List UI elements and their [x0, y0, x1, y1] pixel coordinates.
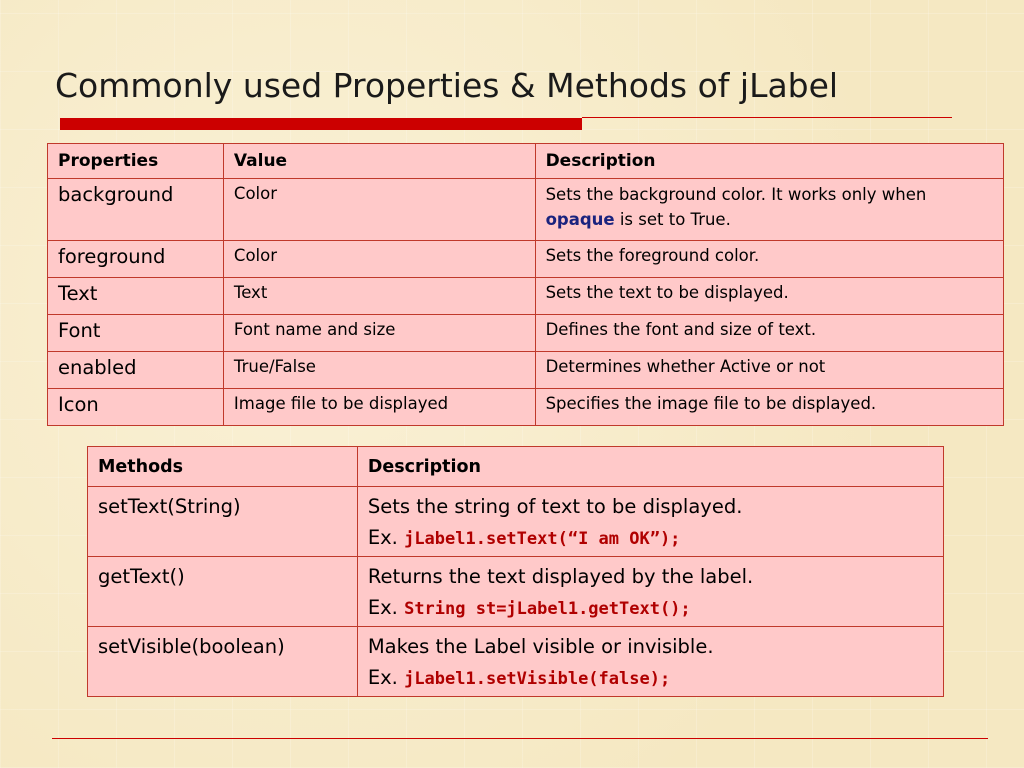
method-name: getText()	[88, 557, 358, 627]
property-name: Font	[48, 315, 224, 352]
property-value: Color	[223, 179, 535, 241]
property-value: Font name and size	[223, 315, 535, 352]
footer-divider	[52, 738, 988, 739]
slide-title: Commonly used Properties & Methods of jLabel	[55, 66, 839, 105]
header-description: Description	[357, 447, 943, 487]
example-prefix: Ex.	[367, 526, 398, 549]
method-description-text: Returns the text displayed by the label.	[367, 565, 754, 588]
property-description: Determines whether Active or not	[535, 352, 1003, 389]
property-value: Color	[223, 241, 535, 278]
keyword-opaque: opaque	[545, 210, 615, 229]
title-underline-thin	[582, 117, 952, 118]
property-value: True/False	[223, 352, 535, 389]
example-prefix: Ex.	[367, 666, 398, 689]
method-description	[357, 557, 943, 627]
property-value: Image file to be displayed	[223, 389, 535, 426]
table-row	[88, 557, 944, 627]
property-value: Text	[223, 278, 535, 315]
header-methods: Methods	[88, 447, 358, 487]
property-description: Sets the foreground color.	[535, 241, 1003, 278]
properties-header-row	[48, 144, 1004, 179]
property-description: Specifies the image file to be displayed.	[535, 389, 1003, 426]
properties-table	[47, 143, 1004, 426]
example-code: jLabel1.setVisible(false);	[404, 669, 671, 689]
example-code: jLabel1.setText(“I am OK”);	[404, 529, 681, 549]
property-name: Icon	[48, 389, 224, 426]
property-name: enabled	[48, 352, 224, 389]
property-description	[535, 179, 1003, 241]
table-row	[48, 241, 1004, 278]
method-example	[368, 592, 933, 625]
method-name: setText(String)	[88, 487, 358, 557]
table-row	[88, 627, 944, 697]
property-name: foreground	[48, 241, 224, 278]
method-description-text: Makes the Label visible or invisible.	[367, 635, 714, 658]
methods-header-row	[88, 447, 944, 487]
method-example	[368, 522, 933, 555]
description-text-end: is set to True.	[614, 210, 731, 229]
property-description: Sets the text to be displayed.	[535, 278, 1003, 315]
table-row	[48, 315, 1004, 352]
header-description: Description	[535, 144, 1003, 179]
method-description-text: Sets the string of text to be displayed.	[367, 495, 743, 518]
method-example	[368, 662, 933, 695]
table-row	[48, 389, 1004, 426]
example-prefix: Ex.	[367, 596, 398, 619]
table-row	[48, 179, 1004, 241]
property-name: background	[48, 179, 224, 241]
property-name: Text	[48, 278, 224, 315]
example-code: String st=jLabel1.getText();	[404, 599, 691, 619]
method-description	[357, 627, 943, 697]
table-row	[48, 352, 1004, 389]
property-description: Defines the font and size of text.	[535, 315, 1003, 352]
title-underline-thick	[60, 118, 582, 130]
description-text: Sets the background color. It works only when	[545, 185, 927, 204]
table-row	[88, 487, 944, 557]
method-name: setVisible(boolean)	[88, 627, 358, 697]
header-properties: Properties	[48, 144, 224, 179]
header-value: Value	[223, 144, 535, 179]
table-row	[48, 278, 1004, 315]
method-description	[357, 487, 943, 557]
methods-table	[87, 446, 944, 697]
